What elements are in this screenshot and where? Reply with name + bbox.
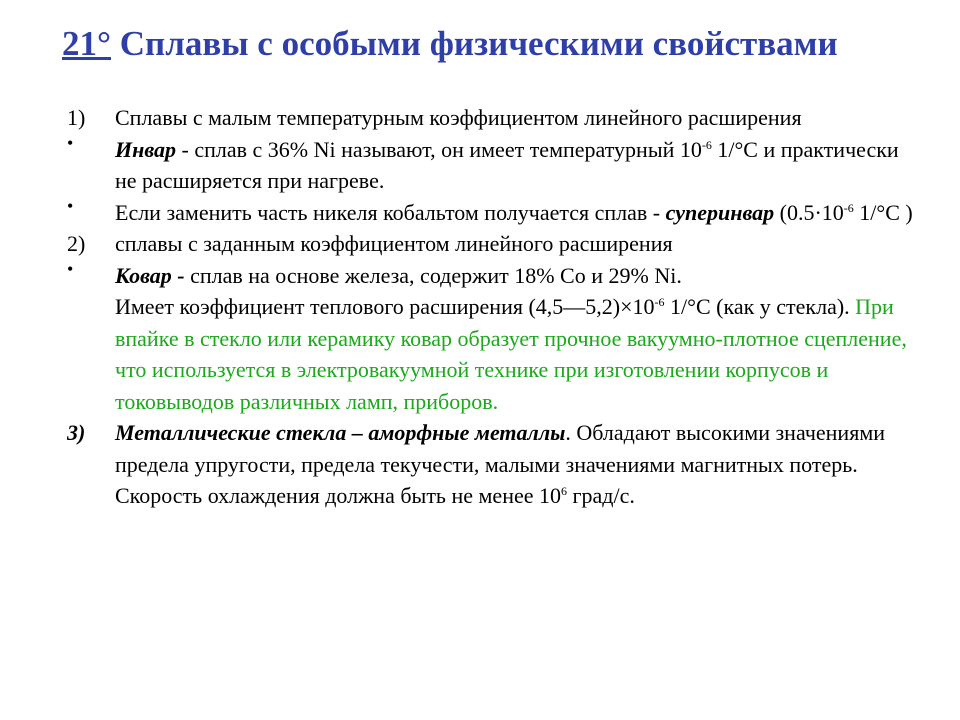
slide-title <box>62 24 838 64</box>
section-3-text: . Обладают высокими значениями предела упругости, предела текучести, малыми значениями магнитных потерь. <box>115 420 886 477</box>
section-1-text: Сплавы с малым температурным коэффициентом линейного расширения <box>115 105 802 130</box>
kovar-text: сплав на основе железа, содержит 18% Co и 29% Ni. <box>184 262 682 288</box>
bullet-kovar <box>67 260 917 292</box>
section-2 <box>67 228 917 260</box>
bullet-superinvar <box>67 197 917 229</box>
section-2-text: сплавы с заданным коэффициентом линейного расширения <box>115 231 673 256</box>
invar-text-a: - сплав с 36% Ni называют, он имеет температурный 10 <box>176 136 702 162</box>
kovar-para-text-a: Имеет коэффициент теплового расширения (4,5—5,2)×10 <box>115 294 655 319</box>
section-2-marker: 2) <box>67 231 86 256</box>
section-1-marker: 1) <box>67 105 86 130</box>
section-1 <box>67 102 917 134</box>
term-superinvar: суперинвар <box>665 199 775 225</box>
cooling-rate <box>67 480 917 512</box>
title-number: 21° <box>62 24 111 63</box>
bullet-icon: • <box>67 258 74 279</box>
superinvar-exponent: -6 <box>843 200 854 215</box>
cooling-text-a: Скорость охлаждения должна быть не менее 10 <box>115 483 561 508</box>
section-3 <box>67 417 917 480</box>
kovar-exponent: -6 <box>654 295 665 309</box>
kovar-green-text: При впайке в стекло или керамику ковар образует прочное вакуумно-плотное сцепление, что используется в электровакуумной технике при изготовлении корпусов и токовыводов различных ламп, приборов. <box>115 294 907 414</box>
superinvar-text-b: (0.5·10 <box>774 199 844 225</box>
cooling-text-b: град/с. <box>567 483 635 508</box>
kovar-para-text-b: 1/°С (как у стекла). <box>664 294 856 319</box>
slide-body <box>67 102 917 512</box>
term-invar: Инвар <box>115 136 177 162</box>
bullet-icon: • <box>67 195 74 216</box>
superinvar-text-c: 1/°С ) <box>853 199 913 225</box>
bullet-icon: • <box>67 132 74 153</box>
section-3-marker: 3) <box>67 420 86 445</box>
invar-text-b: 1/°С и практически не расширяется при нагреве. <box>115 136 899 193</box>
term-metallic-glass: Металлические стекла – аморфные металлы <box>115 420 566 445</box>
superinvar-text-a: Если заменить часть никеля кобальтом получается сплав - <box>115 199 666 225</box>
term-kovar: Ковар - <box>115 262 185 288</box>
kovar-paragraph <box>67 291 917 417</box>
invar-exponent: -6 <box>701 137 712 152</box>
title-text: Сплавы с особыми физическими свойствами <box>119 24 838 63</box>
bullet-invar <box>67 134 917 197</box>
cooling-exponent: 6 <box>561 484 567 498</box>
